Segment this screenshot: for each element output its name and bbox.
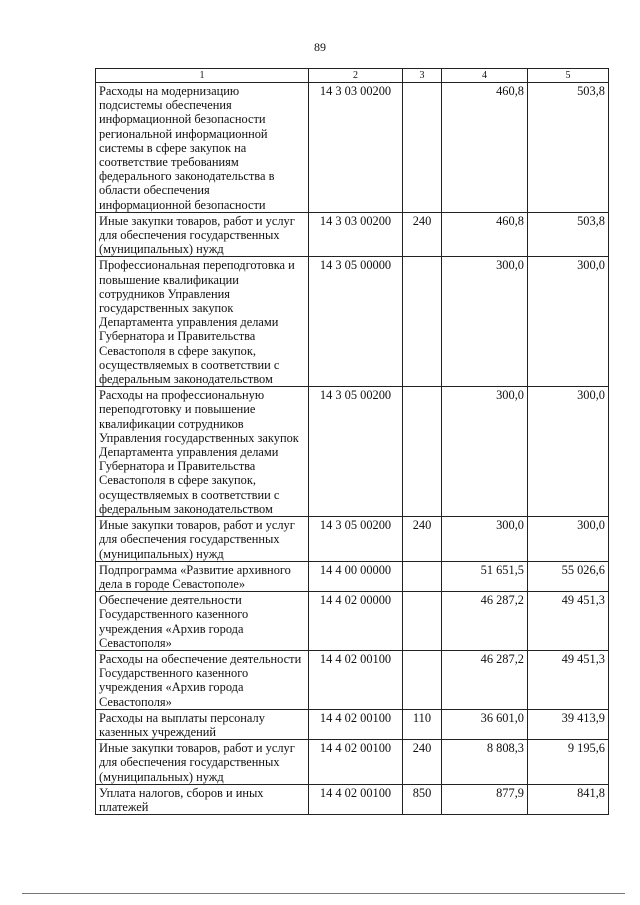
- row-value-1-cell: 300,0: [442, 387, 528, 517]
- row-expense-type-cell: [403, 257, 442, 387]
- column-header-1: 1: [96, 69, 309, 83]
- row-value-1-cell: 46 287,2: [442, 592, 528, 651]
- row-value-1-cell: 46 287,2: [442, 650, 528, 709]
- column-header-5: 5: [528, 69, 609, 83]
- table-row: [96, 517, 609, 562]
- column-header-4: 4: [442, 69, 528, 83]
- column-header-3: 3: [403, 69, 442, 83]
- row-expense-type-cell: [403, 83, 442, 213]
- row-name-cell: Расходы на обеспечение деятельности Государственного казенного учреждения «Архив города Севастополя»: [96, 650, 309, 709]
- row-expense-type-cell: 240: [403, 212, 442, 257]
- row-expense-type-cell: [403, 650, 442, 709]
- row-expense-type-cell: 240: [403, 740, 442, 785]
- row-code-cell: 14 4 00 00000: [309, 561, 403, 591]
- table-row: [96, 740, 609, 785]
- row-expense-type-cell: 240: [403, 517, 442, 562]
- row-name-cell: Обеспечение деятельности Государственного казенного учреждения «Архив города Севастополя»: [96, 592, 309, 651]
- row-value-2-cell: 300,0: [528, 517, 609, 562]
- row-value-2-cell: 503,8: [528, 212, 609, 257]
- budget-table: [95, 68, 609, 815]
- row-value-1-cell: 36 601,0: [442, 709, 528, 739]
- table-row: [96, 650, 609, 709]
- row-name-cell: Уплата налогов, сборов и иных платежей: [96, 784, 309, 814]
- row-value-2-cell: 49 451,3: [528, 592, 609, 651]
- row-expense-type-cell: 850: [403, 784, 442, 814]
- row-name-cell: Иные закупки товаров, работ и услуг для обеспечения государственных (муниципальных) нужд: [96, 517, 309, 562]
- row-value-2-cell: 300,0: [528, 387, 609, 517]
- row-name-cell: Иные закупки товаров, работ и услуг для обеспечения государственных (муниципальных) нужд: [96, 740, 309, 785]
- row-expense-type-cell: [403, 387, 442, 517]
- row-value-2-cell: 503,8: [528, 83, 609, 213]
- row-code-cell: 14 4 02 00100: [309, 740, 403, 785]
- row-code-cell: 14 3 03 00200: [309, 212, 403, 257]
- table-row: [96, 784, 609, 814]
- page-bottom-divider: [22, 893, 625, 894]
- row-expense-type-cell: [403, 561, 442, 591]
- row-name-cell: Профессиональная переподготовка и повышение квалификации сотрудников Управления государственных закупок Департамента управления делами Губернатора и Правительства Севастополя в сфере закупок, осуществляемых в соответствии с федеральным законодательством: [96, 257, 309, 387]
- row-code-cell: 14 4 02 00000: [309, 592, 403, 651]
- row-value-1-cell: 300,0: [442, 257, 528, 387]
- row-name-cell: Иные закупки товаров, работ и услуг для обеспечения государственных (муниципальных) нужд: [96, 212, 309, 257]
- table-header-row: [96, 69, 609, 83]
- row-expense-type-cell: [403, 592, 442, 651]
- row-name-cell: Расходы на профессиональную переподготовку и повышение квалификации сотрудников Управления государственных закупок Департамента управления делами Губернатора и Правительства Севастополя в сфере закупок, осуществляемых в соответствии с федеральным законодательством: [96, 387, 309, 517]
- row-value-2-cell: 55 026,6: [528, 561, 609, 591]
- row-code-cell: 14 3 05 00200: [309, 517, 403, 562]
- row-code-cell: 14 4 02 00100: [309, 709, 403, 739]
- row-value-2-cell: 49 451,3: [528, 650, 609, 709]
- row-expense-type-cell: 110: [403, 709, 442, 739]
- row-value-1-cell: 460,8: [442, 83, 528, 213]
- table-row: [96, 83, 609, 213]
- row-code-cell: 14 4 02 00100: [309, 650, 403, 709]
- page-number: 89: [314, 40, 326, 54]
- row-value-2-cell: 841,8: [528, 784, 609, 814]
- row-code-cell: 14 3 05 00000: [309, 257, 403, 387]
- row-value-2-cell: 9 195,6: [528, 740, 609, 785]
- table-row: [96, 257, 609, 387]
- table-row: [96, 212, 609, 257]
- row-code-cell: 14 3 05 00200: [309, 387, 403, 517]
- table-row: [96, 709, 609, 739]
- column-header-2: 2: [309, 69, 403, 83]
- row-value-2-cell: 300,0: [528, 257, 609, 387]
- row-value-2-cell: 39 413,9: [528, 709, 609, 739]
- row-code-cell: 14 4 02 00100: [309, 784, 403, 814]
- table-row: [96, 561, 609, 591]
- table-row: [96, 592, 609, 651]
- row-value-1-cell: 460,8: [442, 212, 528, 257]
- row-value-1-cell: 300,0: [442, 517, 528, 562]
- row-value-1-cell: 51 651,5: [442, 561, 528, 591]
- row-value-1-cell: 877,9: [442, 784, 528, 814]
- row-value-1-cell: 8 808,3: [442, 740, 528, 785]
- row-name-cell: Расходы на выплаты персоналу казенных учреждений: [96, 709, 309, 739]
- table-row: [96, 387, 609, 517]
- row-name-cell: Расходы на модернизацию подсистемы обеспечения информационной безопасности региональной информационной системы в сфере закупок на соответствие требованиям федерального законодательства в области обеспечения информационной безопасности: [96, 83, 309, 213]
- row-name-cell: Подпрограмма «Развитие архивного дела в городе Севастополе»: [96, 561, 309, 591]
- row-code-cell: 14 3 03 00200: [309, 83, 403, 213]
